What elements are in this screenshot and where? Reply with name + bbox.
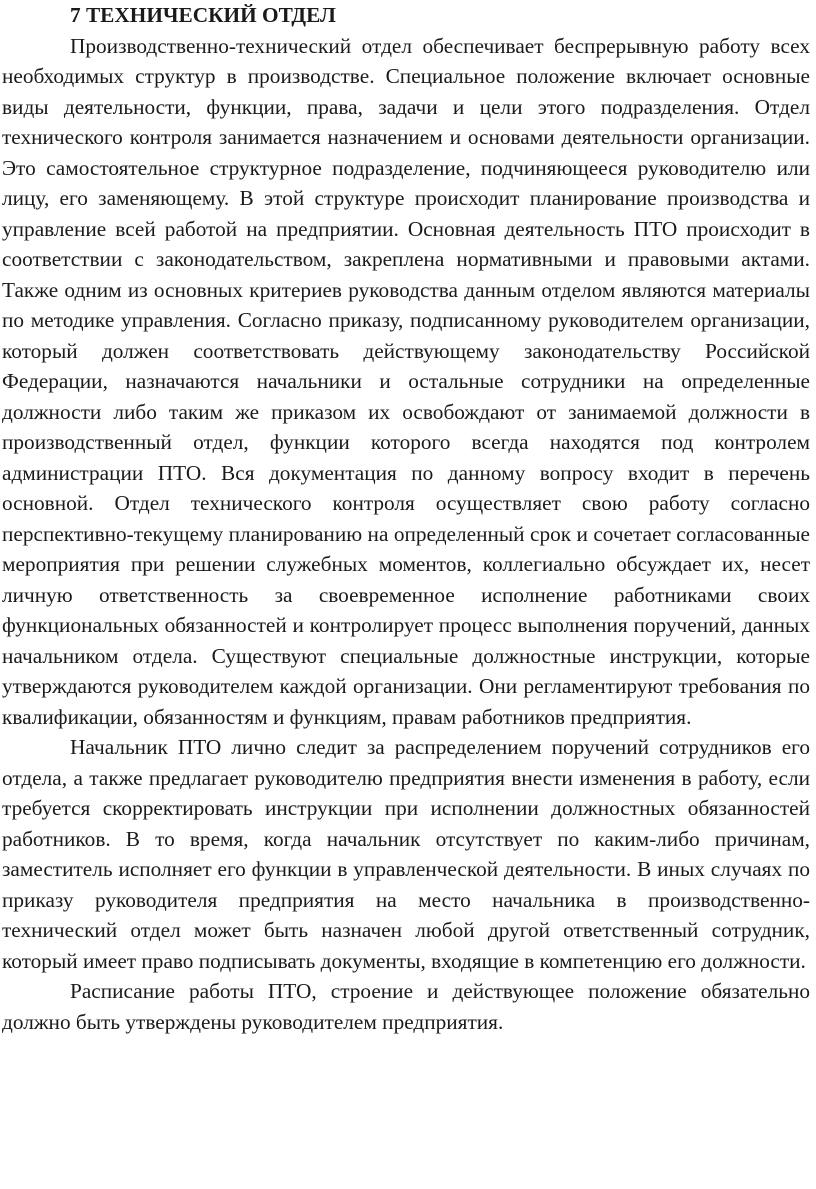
paragraph-schedule-approval: Расписание работы ПТО, строение и действующее положение обязательно должно быть утверждены руководителем предприятия. <box>2 979 810 1034</box>
section-heading: 7 ТЕХНИЧЕСКИЙ ОТДЕЛ <box>70 3 336 27</box>
paragraph-head-of-department: Начальник ПТО лично следит за распределением поручений сотрудников его отдела, а также предлагает руководителю предприятия внести изменения в работу, если требуется скорректировать инструкции при исполнении должностных обязанностей работников. В то время, когда начальник отсутствует по каким-либо причинам, заместитель исполняет его функции в управленческой деятельности. В иных случаях по приказу руководителя предприятия на место начальника в производственно-технический отдел может быть назначен любой другой ответственный сотрудник, который имеет право подписывать документы, входящие в компетенцию его должности. <box>2 735 810 973</box>
paragraph-department-overview: Производственно-технический отдел обеспечивает беспрерывную работу всех необходимых структур в производстве. Специальное положение включает основные виды деятельности, функции, права, задачи и цели этого подразделения. Отдел технического контроля занимается назначением и основами деятельности организации. Это самостоятельное структурное подразделение, подчиняющееся руководителю или лицу, его заменяющему. В этой структуре происходит планирование производства и управление всей работой на предприятии. Основная деятельность ПТО происходит в соответствии с законодательством, закреплена нормативными и правовыми актами. Также одним из основных критериев руководства данным отделом являются материалы по методике управления. Согласно приказу, подписанному руководителем организации, который должен соответствовать действующему законодательству Российской Федерации, назначаются начальники и остальные сотрудники на определенные должности либо таким же приказом их освобождают от занимаемой должности в производственный отдел, функции которого всегда находятся под контролем администрации ПТО. Вся документация по данному вопросу входит в перечень основной. Отдел технического контроля осуществляет свою работу согласно перспективно-текущему планированию на определенный срок и сочетает согласованные мероприятия при решении служебных моментов, коллегиально обсуждает их, несет личную ответственность за своевременное исполнение работниками своих функциональных обязанностей и контролирует процесс выполнения поручений, данных начальником отдела. Существуют специальные должностные инструкции, которые утверждаются руководителем каждой организации. Они регламентируют требования по квалификации, обязанностям и функциям, правам работников предприятия. <box>2 33 810 729</box>
